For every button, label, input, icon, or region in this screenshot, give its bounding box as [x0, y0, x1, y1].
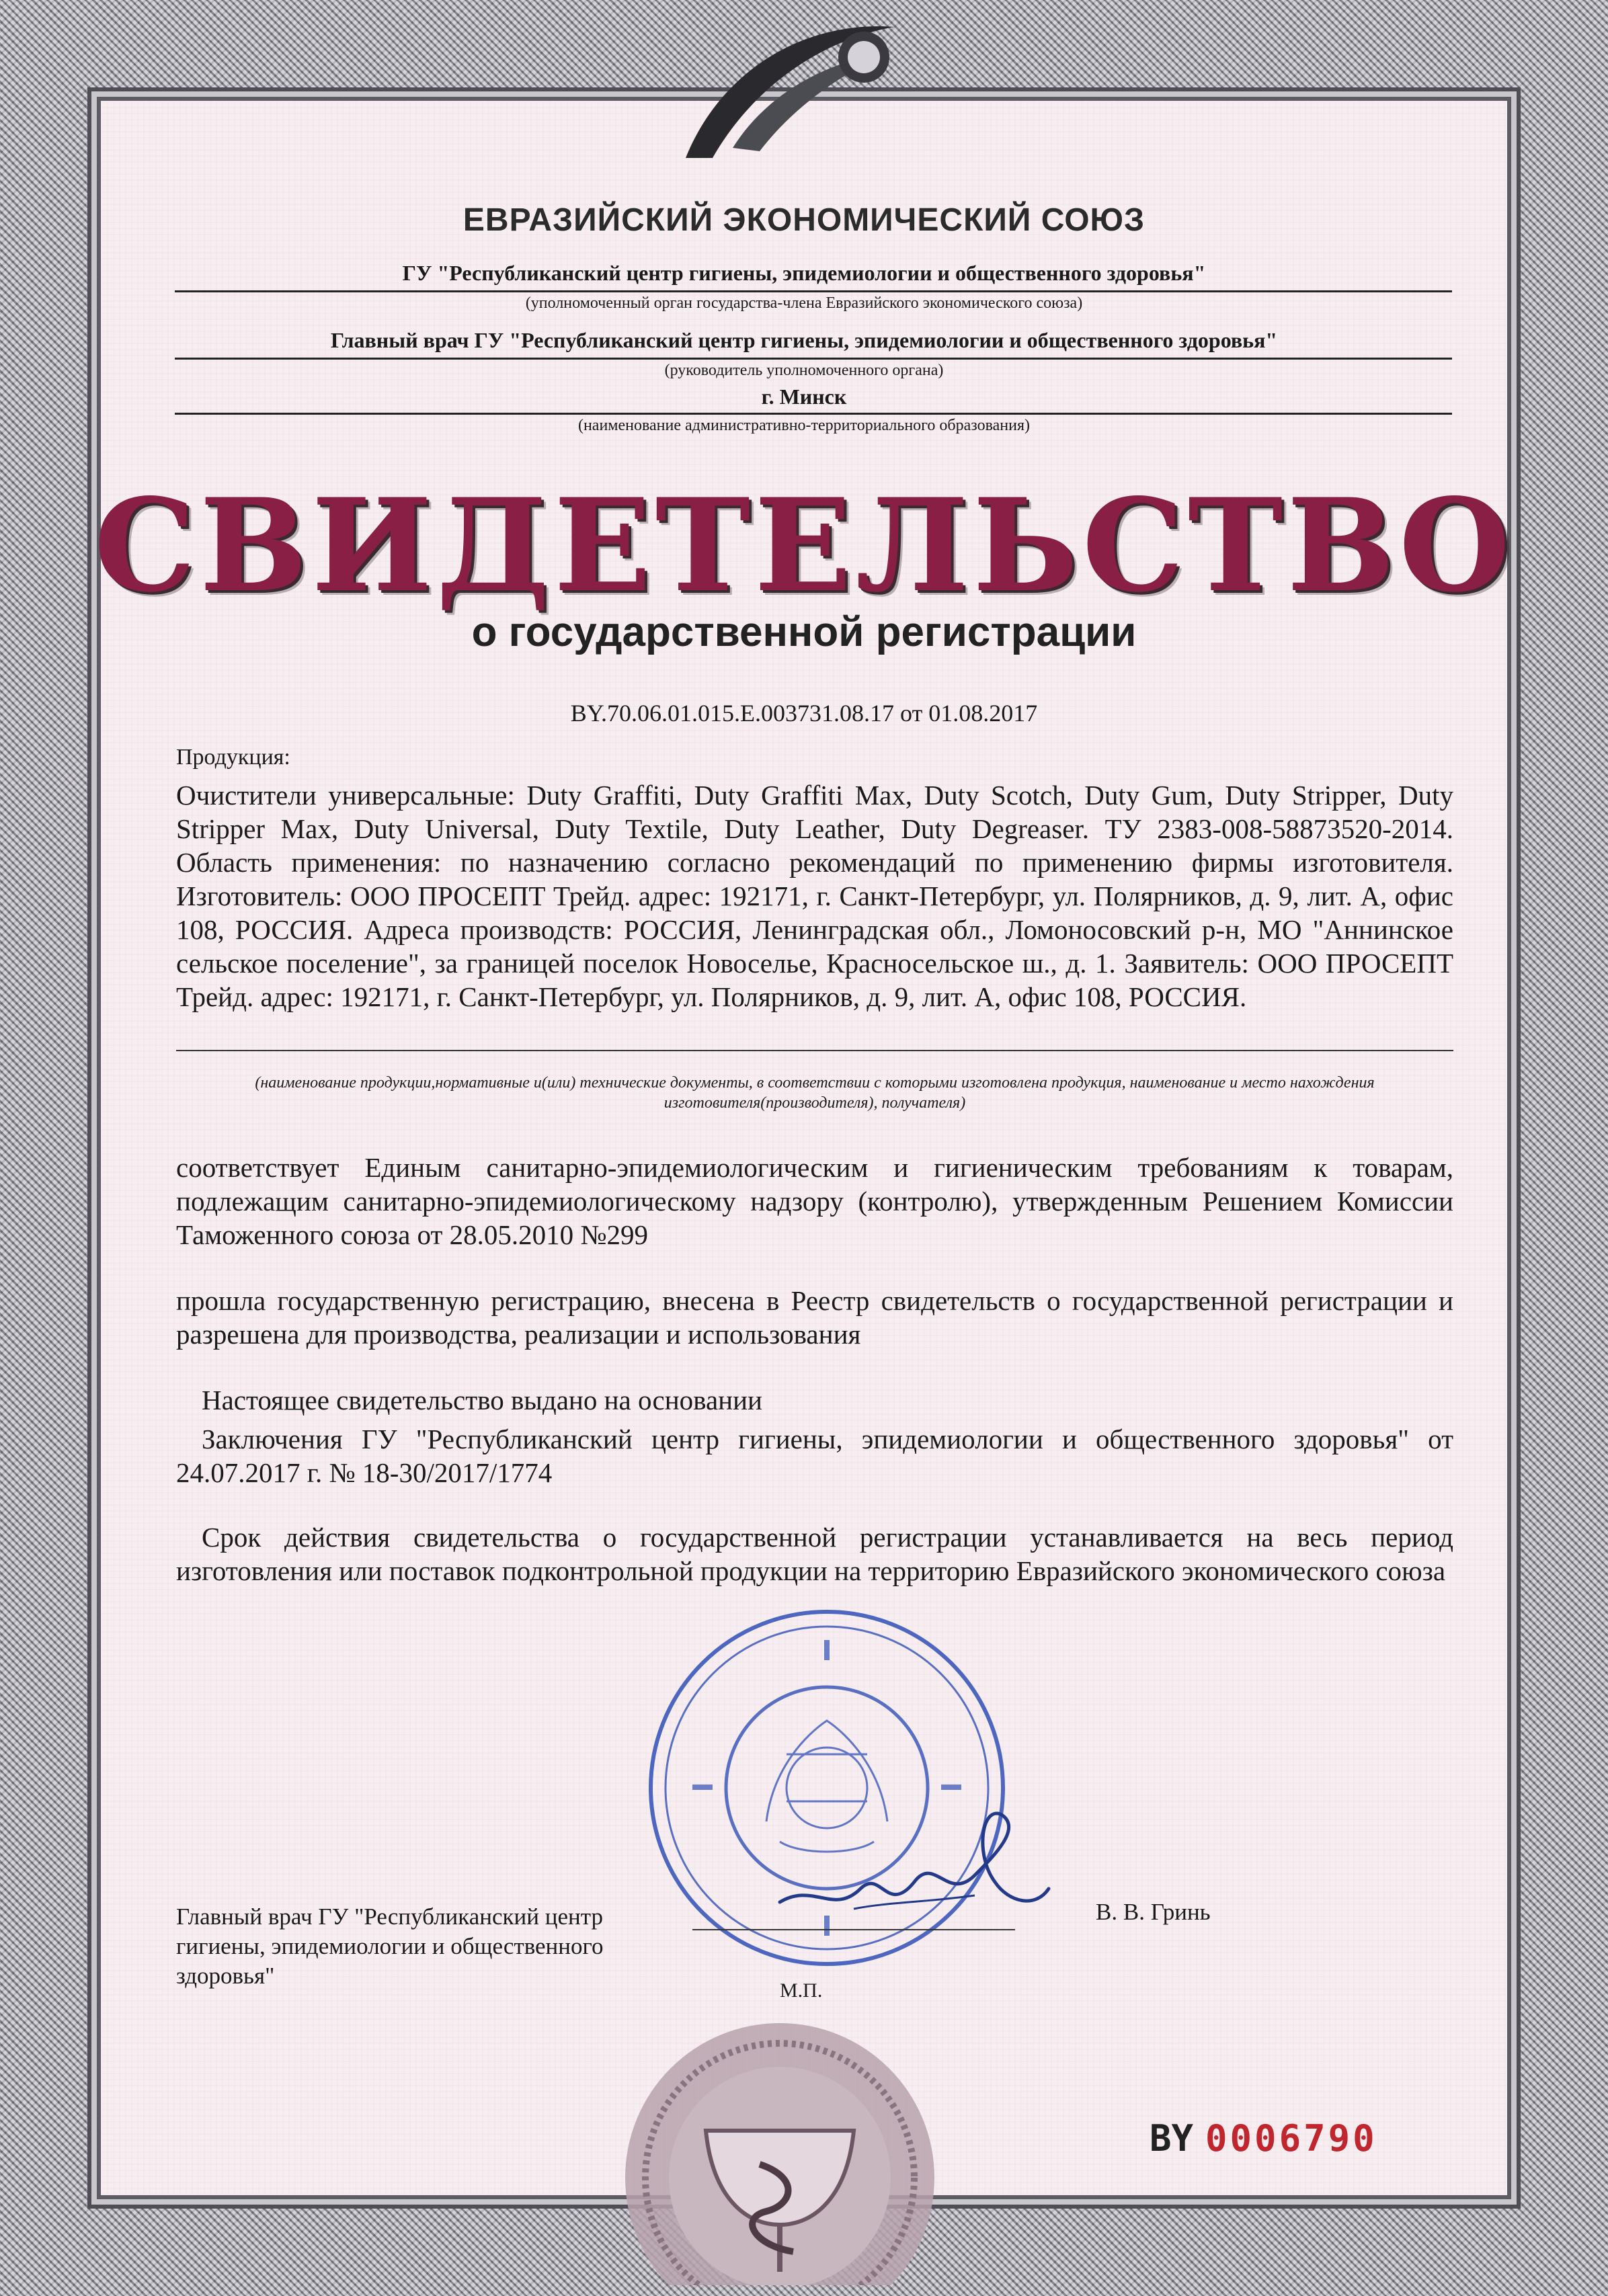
- hologram-seal: [592, 1976, 968, 2285]
- signatory-name: В. В. Гринь: [1096, 1899, 1211, 1925]
- serial-number: [1150, 2117, 1377, 2160]
- divider: [176, 1050, 1453, 1051]
- certificate-title: СВИДЕТЕЛЬСТВО: [93, 470, 1515, 620]
- head-caption: (руководитель уполномоченного органа): [664, 362, 944, 379]
- signature: [773, 1801, 1055, 1936]
- signatory-position: Главный врач ГУ "Республиканский центр гигиены, эпидемиологии и общественного здоровья": [176, 1903, 604, 1989]
- divider: [175, 358, 1452, 360]
- serial-prefix: BY: [1150, 2117, 1194, 2160]
- authority-name: ГУ "Республиканский центр гигиены, эпидемиологии и общественного здоровья": [402, 261, 1206, 285]
- product-description: Очистители универсальные: Duty Graffiti, Duty Graffiti Max, Duty Scotch, Duty Gum, Duty Stripper, Duty Stripper Max, Duty Universal, Duty Textile, Duty Leather, Duty Degreaser. ТУ 2383-008-58873520-2014. Область применения: по назначению согласно рекомендаций по применению фирмы изготовителя. Изготовитель: ООО ПРОСЕПТ Трейд. адрес: 192171, г. Санкт-Петербург, ул. Полярников, д. 9, лит. А, офис 108, РОССИЯ. Адреса производств: РОССИЯ, Ленинградская обл., Ломоносовский р-н, МО "Аннинское сельское поселение", за границей поселок Новоселье, Красносельское ш., д. 1. Заявитель: ООО ПРОСЕПТ Трейд. адрес: 192171, г. Санкт-Петербург, ул. Полярников, д. 9, лит. А, офис 108, РОССИЯ.: [176, 780, 1453, 1012]
- union-name: ЕВРАЗИЙСКИЙ ЭКОНОМИЧЕСКИЙ СОЮЗ: [463, 202, 1145, 238]
- divider: [175, 290, 1452, 292]
- city: г. Минск: [761, 384, 847, 409]
- eaeu-emblem: [672, 13, 914, 168]
- serial-digits: 0006790: [1205, 2117, 1377, 2160]
- city-caption: (наименование административно-территориального образования): [577, 417, 1031, 434]
- product-caption: (наименование продукции,нормативные и(или) технические документы, в соответствии с которыми изготовлена продукция, наименование и место нахождения изготовителя(производителя), получателя): [255, 1074, 1375, 1112]
- validity-text: Срок действия свидетельства о государственной регистрации устанавливается на весь период изготовления или поставок подконтрольной продукции на территорию Евразийского экономического союза: [176, 1522, 1453, 1586]
- registration-number: BY.70.06.01.015.E.003731.08.17 от 01.08.2017: [570, 700, 1038, 727]
- signature-line: [692, 1929, 1015, 1930]
- compliance-text: соответствует Единым санитарно-эпидемиологическим и гигиеническим требованиям к товарам, подлежащим санитарно-эпидемиологическому надзору (контролю), утвержденным Решением Комиссии Таможенного союза от 28.05.2010 №299: [176, 1152, 1453, 1250]
- seal-place-label: М.П.: [780, 1979, 823, 2002]
- basis-intro: Настоящее свидетельство выдано на основании: [202, 1385, 762, 1416]
- divider: [175, 413, 1452, 415]
- certificate-subtitle: о государственной регистрации: [471, 609, 1137, 655]
- head-name: Главный врач ГУ "Республиканский центр гигиены, эпидемиологии и общественного здоровья": [330, 328, 1278, 352]
- authority-caption: (уполномоченный орган государства-члена Евразийского экономического союза): [525, 294, 1083, 312]
- basis-text: Заключения ГУ "Республиканский центр гигиены, эпидемиологии и общественного здоровья" от 24.07.2017 г. № 18-30/2017/1774: [176, 1424, 1453, 1488]
- registration-text: прошла государственную регистрацию, внесена в Реестр свидетельств о государственной регистрации и разрешена для производства, реализации и использования: [176, 1285, 1453, 1350]
- product-label: Продукция:: [176, 745, 290, 770]
